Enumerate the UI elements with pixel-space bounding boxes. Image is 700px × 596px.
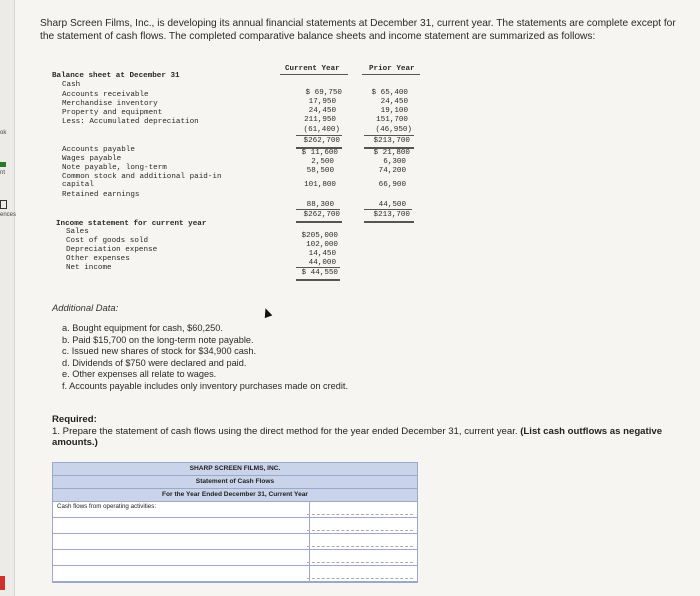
amount-input[interactable]: [307, 536, 413, 547]
amount-input[interactable]: [307, 568, 413, 579]
label-input[interactable]: [57, 550, 309, 565]
asset-label: Merchandise inventory: [62, 100, 158, 108]
table-row: [53, 550, 417, 566]
header-current-year: Current Year: [285, 65, 340, 73]
liability-label: Common stock and additional paid-in: [62, 173, 222, 181]
income-current: 14,450: [308, 250, 336, 258]
table-row: [53, 518, 417, 534]
total-assets-prior: $213,700: [373, 137, 410, 145]
asset-current: 211,950: [304, 116, 336, 124]
sidebar: [0, 0, 15, 596]
status-marker: [0, 576, 5, 590]
liability-prior: 44,500: [378, 201, 406, 209]
liability-current: 101,800: [304, 181, 336, 189]
liability-current: $ 11,600: [301, 149, 338, 157]
required-heading: Required:: [52, 414, 97, 425]
label-input[interactable]: [57, 534, 309, 549]
subtotal-rule: [364, 209, 412, 210]
asset-label: Less: Accumulated depreciation: [62, 118, 199, 126]
statement-period: For the Year Ended December 31, Current Year: [53, 489, 417, 502]
label-input[interactable]: [57, 518, 309, 533]
subtotal-rule: [364, 135, 414, 136]
amount-input[interactable]: [307, 520, 413, 531]
asset-prior: $ 65,400: [371, 89, 408, 97]
income-current: 102,000: [306, 241, 338, 249]
total-rule: [296, 221, 342, 223]
total-rule: [364, 221, 414, 223]
label-input[interactable]: [57, 566, 309, 581]
list-item: a. Bought equipment for cash, $60,250.: [62, 323, 223, 333]
liability-prior: 6,300: [383, 158, 406, 166]
additional-data-title: Additional Data:: [52, 302, 119, 313]
liability-label-cont: capital: [62, 181, 94, 189]
asset-current: 17,950: [308, 98, 336, 106]
problem-intro: Sharp Screen Films, Inc., is developing its annual financial statements at December 31, current year. The statements are complete except for the statement of cash flows. The completed comparative balance sheets and income statement are summarized as follows:: [40, 18, 676, 42]
list-item: d. Dividends of $750 were declared and paid.: [62, 357, 247, 368]
liability-label: Retained earnings: [62, 191, 140, 199]
financial-statements: [52, 60, 424, 290]
asset-label: Cash: [62, 81, 81, 89]
income-label: Cost of goods sold: [66, 237, 149, 245]
statement-company: SHARP SCREEN FILMS, INC.: [53, 463, 417, 476]
mouse-cursor-icon: [262, 307, 273, 318]
income-label: Sales: [66, 228, 89, 236]
list-item: e. Other expenses all relate to wages.: [62, 369, 217, 379]
income-statement-title: Income statement for current year: [56, 220, 207, 228]
list-item: f. Accounts payable includes only inventory purchases made on credit.: [62, 380, 348, 391]
required-note: (List cash outflows as negative amounts.): [52, 425, 663, 448]
total-liabilities-current: $262,700: [303, 211, 340, 219]
asset-current: $ 69,750: [305, 89, 342, 97]
liability-label: Wages payable: [62, 155, 122, 163]
asset-prior: (46,950): [375, 126, 412, 134]
subtotal-rule: [296, 209, 340, 210]
liability-prior: $ 21,800: [373, 149, 410, 157]
row-label-input[interactable]: [53, 534, 310, 549]
liability-current: 58,500: [306, 167, 334, 175]
liability-prior: 74,200: [378, 167, 406, 175]
book-icon[interactable]: [0, 196, 8, 204]
liability-current: 2,500: [311, 158, 334, 166]
additional-data-list: [62, 323, 348, 392]
total-liabilities-prior: $213,700: [373, 211, 410, 219]
list-item: b. Paid $15,700 on the long-term note payable.: [62, 334, 254, 345]
amount-cell: [307, 504, 413, 515]
table-row: [53, 502, 417, 518]
amount-input[interactable]: [307, 552, 413, 563]
table-row: [53, 566, 417, 582]
header-rule: [280, 74, 348, 75]
income-current: $ 44,550: [301, 269, 338, 277]
subtotal-rule: [296, 135, 342, 136]
asset-prior: 19,100: [380, 107, 408, 115]
header-prior-year: Prior Year: [369, 65, 415, 73]
asset-label: Property and equipment: [62, 109, 163, 117]
row-label-input[interactable]: [53, 518, 310, 533]
total-rule: [296, 279, 340, 281]
liability-current: 88,300: [306, 201, 334, 209]
table-row: [53, 534, 417, 550]
header-rule: [362, 74, 420, 75]
asset-current: 24,450: [308, 107, 336, 115]
required-text: 1. Prepare the statement of cash flows using the direct method for the year ended December 31, current year.: [52, 425, 518, 437]
income-label: Net income: [66, 264, 112, 272]
income-current: $205,000: [301, 232, 338, 240]
income-label: Depreciation expense: [66, 246, 158, 254]
list-item: c. Issued new shares of stock for $34,900 cash.: [62, 346, 257, 356]
total-assets-current: $262,700: [303, 137, 340, 145]
cash-flow-statement-table: [52, 462, 418, 583]
asset-label: Accounts receivable: [62, 91, 149, 99]
sidebar-item-label[interactable]: nt: [0, 170, 6, 176]
flag-icon[interactable]: [0, 156, 8, 164]
row-label: Cash flows from operating activities:: [53, 502, 310, 517]
row-label-input[interactable]: [53, 550, 310, 565]
statement-title: Statement of Cash Flows: [53, 476, 417, 489]
income-label: Other expenses: [66, 255, 130, 263]
liability-label: Note payable, long-term: [62, 164, 167, 172]
balance-sheet-title: Balance sheet at December 31: [52, 72, 180, 80]
asset-prior: 151,700: [376, 116, 408, 124]
liability-prior: 66,900: [378, 181, 406, 189]
asset-current: (61,400): [303, 126, 340, 134]
sidebar-item-label[interactable]: ences: [0, 212, 17, 218]
liability-label: Accounts payable: [62, 146, 135, 154]
income-current: 44,000: [308, 259, 336, 267]
sidebar-item-label[interactable]: ok: [0, 130, 7, 136]
required-section: [52, 414, 672, 449]
subtotal-rule: [296, 267, 340, 268]
asset-prior: 24,450: [380, 98, 408, 106]
row-label-input[interactable]: [53, 566, 310, 581]
